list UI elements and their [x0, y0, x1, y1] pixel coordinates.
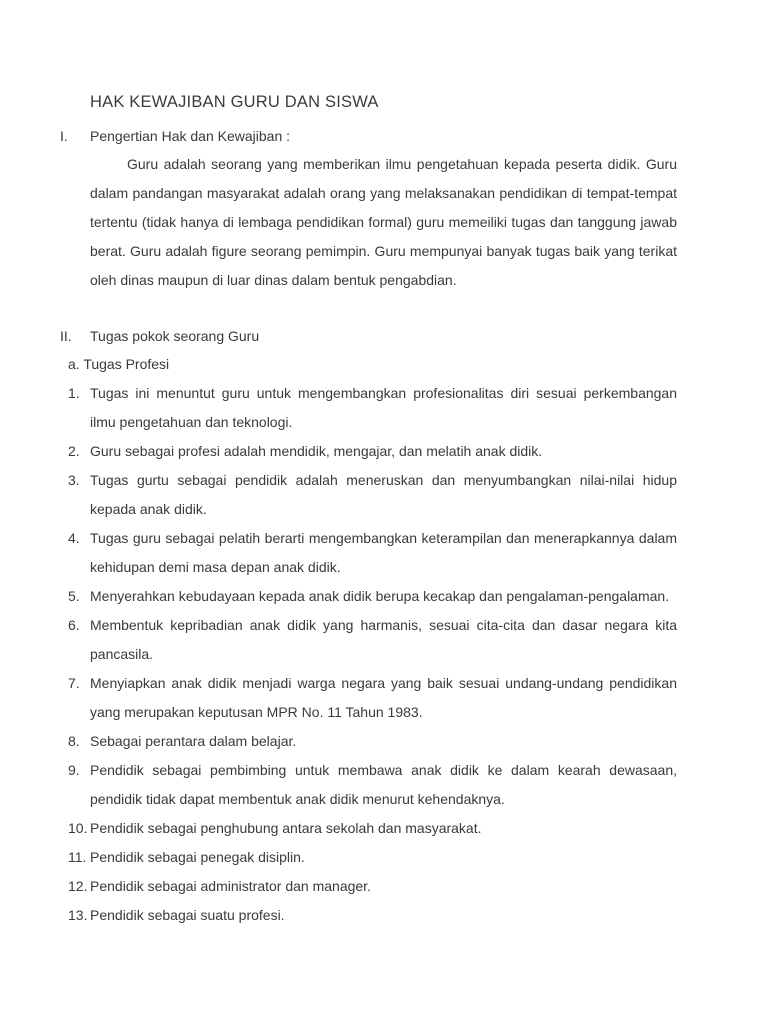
- list-item-number: 8.: [68, 733, 80, 749]
- section-1-heading: [60, 126, 680, 146]
- list-item-number: 1.: [68, 385, 80, 401]
- list-item: [68, 611, 677, 669]
- section-2-title: Tugas pokok seorang Guru: [90, 328, 260, 344]
- list-item-text: Pendidik sebagai penghubung antara sekolah dan masyarakat.: [90, 820, 482, 836]
- list-item-text: Tugas guru sebagai pelatih berarti mengembangkan keterampilan dan menerapkannya dalam kehidupan demi masa depan anak didik.: [90, 530, 677, 575]
- section-1-title: Pengertian Hak dan Kewajiban :: [90, 128, 291, 144]
- list-item: [68, 872, 677, 901]
- list-item-text: Menyiapkan anak didik menjadi warga negara yang baik sesuai undang-undang pendidikan yang merupakan keputusan MPR No. 11 Tahun 1983.: [90, 675, 677, 720]
- list-item: [68, 524, 677, 582]
- list-item-number: 9.: [68, 762, 80, 778]
- list-item-number: 4.: [68, 530, 80, 546]
- sub-heading-tugas-profesi: a. Tugas Profesi: [68, 356, 170, 372]
- list-item-text: Pendidik sebagai administrator dan manager.: [90, 878, 371, 894]
- list-item: [68, 379, 677, 437]
- list-item-text: Membentuk kepribadian anak didik yang harmanis, sesuai cita-cita dan dasar negara kita pancasila.: [90, 617, 677, 662]
- list-item-number: 5.: [68, 588, 80, 604]
- list-item: [68, 582, 677, 611]
- task-list: [68, 379, 677, 930]
- list-item: [68, 669, 677, 727]
- list-item-number: 6.: [68, 617, 80, 633]
- document-title: HAK KEWAJIBAN GURU DAN SISWA: [90, 93, 379, 111]
- section-2-number: II.: [60, 328, 72, 344]
- section-1-paragraph: Guru adalah seorang yang memberikan ilmu pengetahuan kepada peserta didik. Guru dalam pandangan masyarakat adalah orang yang melaksanakan pendidikan di tempat-tempat tertentu (tidak hanya di lembaga pendidikan formal) guru memeiliki tugas dan tanggung jawab berat. Guru adalah figure seorang pemimpin. Guru mempunyai banyak tugas baik yang terikat oleh dinas maupun di luar dinas dalam bentuk pengabdian.: [90, 156, 677, 288]
- list-item-number: 3.: [68, 472, 80, 488]
- list-item-text: Pendidik sebagai pembimbing untuk membawa anak didik ke dalam kearah dewasaan, pendidik tidak dapat membentuk anak didik menurut kehendaknya.: [90, 762, 677, 807]
- list-item-number: 12.: [68, 878, 88, 894]
- list-item-text: Tugas gurtu sebagai pendidik adalah meneruskan dan menyumbangkan nilai-nilai hidup kepada anak didik.: [90, 472, 677, 517]
- list-item: [68, 727, 677, 756]
- list-item-text: Pendidik sebagai penegak disiplin.: [90, 849, 305, 865]
- list-item: [68, 437, 677, 466]
- list-item-number: 11.: [68, 849, 87, 865]
- list-item: [68, 814, 677, 843]
- list-item-text: Guru sebagai profesi adalah mendidik, mengajar, dan melatih anak didik.: [90, 443, 543, 459]
- list-item-text: Sebagai perantara dalam belajar.: [90, 733, 297, 749]
- list-item: [68, 843, 677, 872]
- list-item-number: 7.: [68, 675, 80, 691]
- list-item: [68, 466, 677, 524]
- list-item-number: 2.: [68, 443, 80, 459]
- list-item-text: Tugas ini menuntut guru untuk mengembangkan profesionalitas diri sesuai perkembangan ilmu pengetahuan dan teknologi.: [90, 385, 677, 430]
- list-item: [68, 756, 677, 814]
- list-item: [68, 901, 677, 930]
- list-item-number: 10.: [68, 820, 88, 836]
- section-1-number: I.: [60, 128, 68, 144]
- list-item-number: 13.: [68, 907, 88, 923]
- list-item-text: Pendidik sebagai suatu profesi.: [90, 907, 285, 923]
- list-item-text: Menyerahkan kebudayaan kepada anak didik berupa kecakap dan pengalaman-pengalaman.: [90, 588, 670, 604]
- section-2-heading: [60, 326, 680, 346]
